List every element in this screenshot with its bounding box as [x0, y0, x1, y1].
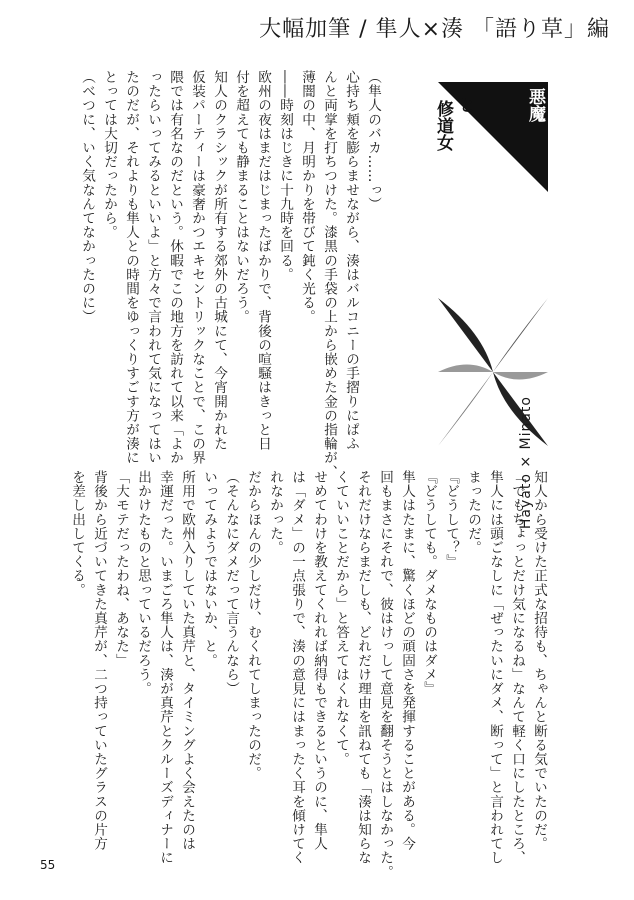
body-text-top: （隼人のバカ……っ） 心持ち頬を膨らませながら、湊はバルコニーの手摺りにぱふ んと両掌を打ちつけた。漆黒の手袋の上から嵌めた金の指輪が、 薄闇の中、月明かりを帯びて鈍く光る。 ――時刻はじきに十九時を回る。 欧州の夜はまだはじまったばかりで、背後の喧騒はきっと日 付を超えても静まることはないだろう。 知人のクラシックが所有する郊外の古城にて、今宵開かれた 仮装パーティーは豪奢かつエキセントリックなことで、この界 隈では有名なのだという。休暇でこの地方を訪れて以来「よか ったらいってみるといいよ」と方々で言われて気になってはい たのだが、それよりも隼人との時間をゆっくりすごす方が湊に とっては大切だったから。 （べつに、いく気なんてなかったのに） [79, 70, 381, 479]
page-title: 大幅加筆 / 隼人×湊 「語り草」編 [259, 17, 610, 42]
body-text-bottom: 知人から受けた正式な招待も、ちゃんと断る気でいたのだ。 「でもちょっとだけ気になるね」なんて軽く口にしたところ、 隼人には頭ごなしに「ぜったいにダメ、断って」と言われてし まったのだ。 『どうして？』 『どうしても。ダメなものはダメ』 隼人はたまに、驚くほどの頑固さを発揮することがある。今 回もまさにそれで、彼はけっして意見を翻そうとはしなかった。 それだけならまだしも、どれだけ理由を訊ねても「湊は知らな くていいことだから」と答えてはくれなくて。 せめてわけを教えてくれれば納得もできるというのに、隼人 は「ダメ」の一点張りで、湊の意見にはまったく耳を傾けてく れなかった。 だからほんの少しだけ、むくれてしまったのだ。 （そんなにダメだって言うんなら） いってみようではないか、と。 所用で欧州入りしていた真芹と、タイミングよく会えたのは 幸運だった。いまごろ隼人は、湊が真芹とクルーズディナーに 出かけたものと思っているだろう。 「大モテだったわね、あなた」 背後から近づいてきた真芹が、二つ持っていたグラスの片方 を差し出してくる。 [69, 470, 547, 879]
page-number: 55 [40, 858, 56, 872]
emblem-title-sub: 修道女 [433, 100, 453, 151]
emblem-title-main: 悪魔 [525, 88, 545, 122]
emblem-title-connector: と [455, 96, 475, 113]
graphic-label: Hayato × Minato [518, 396, 534, 530]
